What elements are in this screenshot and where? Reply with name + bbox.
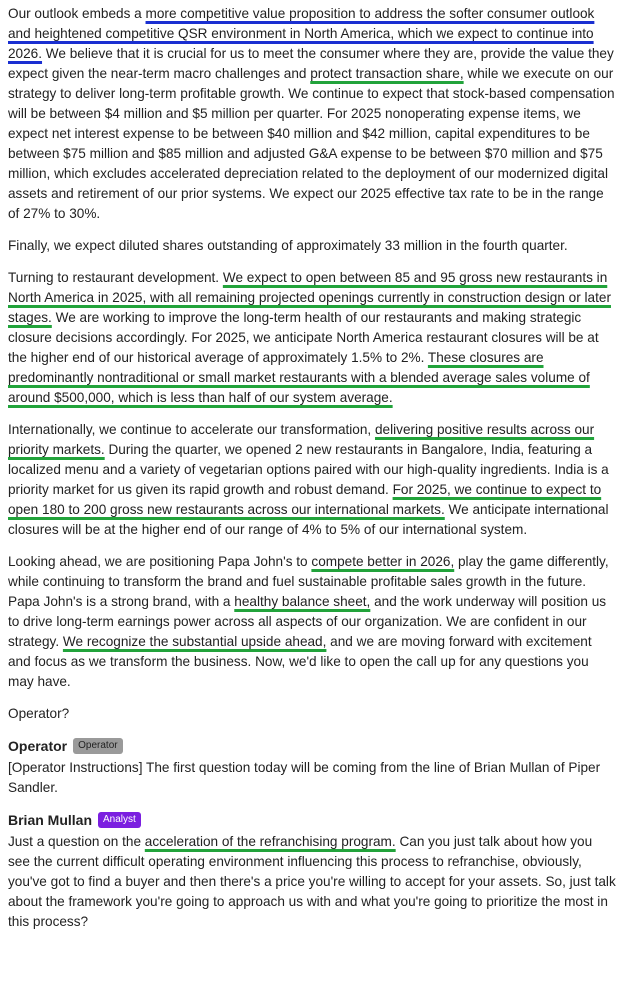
highlight-compete-better: compete better in 2026, [311, 554, 455, 569]
paragraph-analyst-question: Just a question on the acceleration of the refranchising program. Can you just talk about how you see the current difficult operating environment influencing this process to refranchise, obviously, you've got to find a buyer and then there's a price you're willing to accept for your assets. So, just talk about the framework you're going to approach us with and what you're going to prioritize the most in this process? [8, 834, 616, 929]
highlight-transaction-share: protect transaction share, [310, 66, 464, 81]
highlight-openings-north-america: We expect to open between 85 and 95 gross new restaurants in North America in 2025, with all remaining projected openings currently in construction design or later stages. [8, 270, 611, 325]
paragraph-looking-ahead: Looking ahead, we are positioning Papa John's to compete better in 2026, play the game differently, while continuing to transform the brand and fuel sustainable profitable sales growth in the future. Papa John's is a strong brand, with a healthy balance sheet, and the work underway will position us to drive long-term earnings power across all aspects of our organization. We are confident in our strategy. We recognize the substantial upside ahead, and we are moving forward with excitement and focus as we transform the business. Now, we'd like to open the call up for any questions you may have. [8, 554, 609, 689]
highlight-closures: These closures are predominantly nontraditional or small market restaurants with a blended average sales volume of around $500,000, which is less than half of our system average. [8, 350, 590, 405]
highlight-refranchising: acceleration of the refranchising program. [144, 834, 396, 849]
paragraph-restaurant-development: Turning to restaurant development. We expect to open between 85 and 95 gross new restaurants in North America in 2025, with all remaining projected openings currently in construction design or later stages. We are working to improve the long-term health of our restaurants and making strategic closure decisions accordingly. For 2025, we anticipate North America restaurant closures will be at the higher end of our historical average of approximately 1.5% to 2%. These closures are predominantly nontraditional or small market restaurants with a blended average sales volume of around $500,000, which is less than half of our system average. [8, 270, 611, 405]
highlight-upside: We recognize the substantial upside ahead, [62, 634, 327, 649]
paragraph-international: Internationally, we continue to accelerate our transformation, delivering positive results across our priority markets. During the quarter, we opened 2 new restaurants in Bangalore, India, featuring a localized menu and a variety of vegetarian options paired with our high-quality ingredients. India is a priority market for us given its rapid growth and robust demand. For 2025, we continue to expect to open 180 to 200 gross new restaurants across our international markets. We anticipate international closures will be at the higher end of our range of 4% to 5% of our international system. [8, 422, 609, 537]
paragraph-operator-call: Operator? [8, 706, 70, 721]
speaker-name: Operator [8, 738, 68, 754]
highlight-international-openings: For 2025, we continue to expect to open 180 to 200 gross new restaurants across our international markets. [8, 482, 602, 517]
speaker-name: Brian Mullan [8, 812, 93, 828]
highlight-balance-sheet: healthy balance sheet, [234, 594, 371, 609]
speaker-analyst [8, 812, 616, 828]
paragraph-outlook: Our outlook embeds a more competitive value proposition to address the softer consumer outlook and heightened competitive QSR environment in North America, which we expect to continue into 2026. We believe that it is crucial for us to meet the consumer where they are, provide the value they expect given the near-term macro challenges and protect transaction share, while we execute on our strategy to deliver long-term profitable growth. We continue to expect that stock-based compensation will be between $4 million and $5 million per quarter. For 2025 nonoperating expense items, we expect net interest expense to be between $40 million and $42 million, capital expenditures to be between $75 million and $85 million and adjusted G&A expense to be between $70 million and $75 million, which excludes accelerated depreciation related to the deployment of our modernized digital assets and retirement of our prior systems. We expect our 2025 effective tax rate to be in the range of 27% to 30%. [8, 6, 615, 221]
paragraph-operator-instructions: [Operator Instructions] The first question today will be coming from the line of Brian Mullan of Piper Sandler. [8, 760, 601, 795]
operator-badge: Operator [73, 738, 122, 754]
highlight-priority-markets: delivering positive results across our priority markets. [8, 422, 595, 457]
speaker-operator [8, 738, 616, 754]
highlight-competitive-value: more competitive value proposition to address the softer consumer outlook and heightened competitive QSR environment in North America, which we expect to continue into 2026. [8, 6, 595, 61]
analyst-badge: Analyst [98, 812, 141, 828]
paragraph-diluted-shares: Finally, we expect diluted shares outstanding of approximately 33 million in the fourth quarter. [8, 238, 568, 253]
